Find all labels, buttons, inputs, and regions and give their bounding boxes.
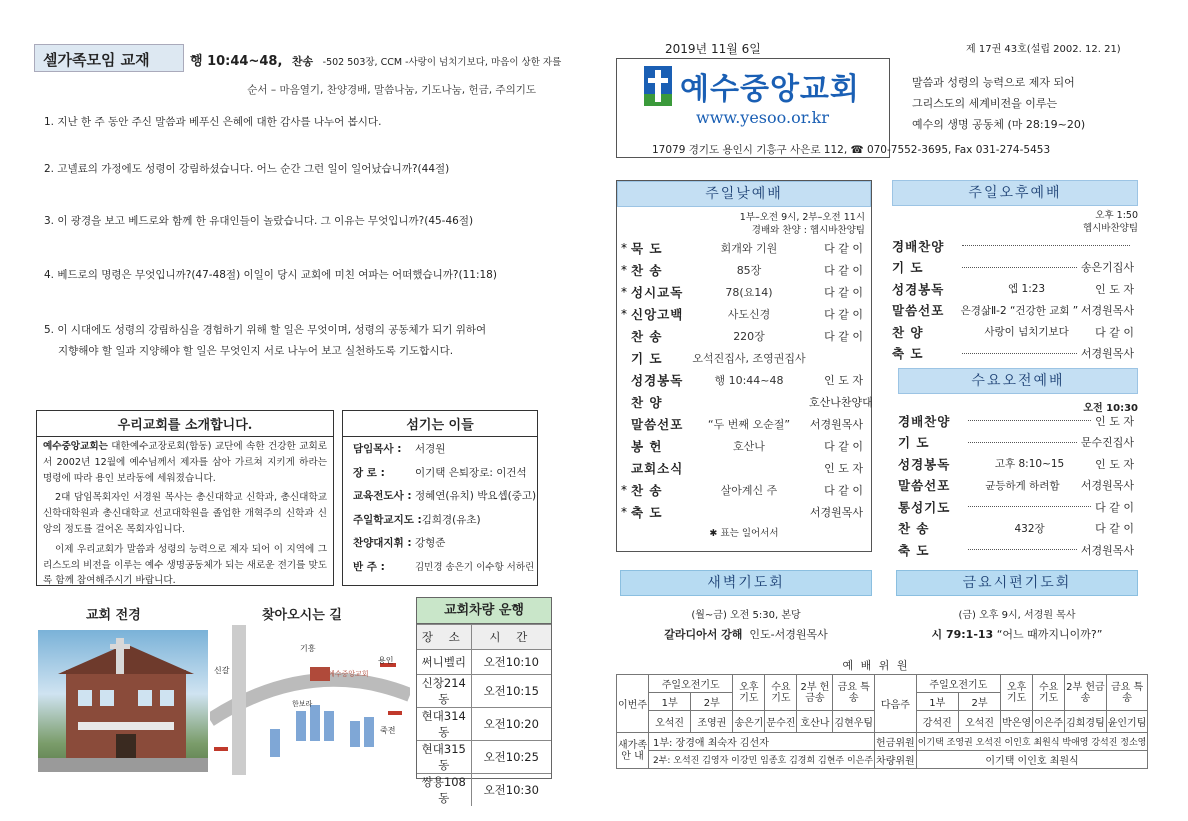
map-label: 죽전 [380,726,396,735]
committee-head: 오후 기도 [733,675,765,711]
order-label: 찬 송 [898,521,930,537]
standing-star: * [621,483,627,497]
intro-title: 우리교회를 소개합니다. [37,411,333,437]
order-label: 신앙고백 [631,307,684,322]
order-row [617,435,871,457]
order-leader: 다 같 이 [824,440,863,453]
order-leader: 인 도 자 [1095,457,1134,471]
order-leader: 인 도 자 [1095,414,1134,428]
standing-star: * [621,263,627,277]
newcomer-label: 새가족 안 내 [617,733,649,769]
order-row [898,539,1138,561]
table-row [417,741,551,774]
staff-row [343,508,537,532]
table-row [417,774,551,807]
staff-key: 교육전도사 : [353,490,412,503]
church-photo [38,630,208,772]
order-row [898,496,1138,518]
order-leader: 인 도 자 [824,462,863,475]
order-label: 경배찬양 [898,413,951,429]
order-detail: 220장 [733,330,765,343]
order-label: 기 도 [892,260,924,276]
order-leader: 서경원목사 [1080,347,1134,361]
photo-caption: 교회 전경 [86,608,141,623]
order-detail: 고후 8:10~15 [994,458,1065,471]
motto-line: 예수의 생명 공동체 (마 28:19~20) [912,118,1086,131]
order-detail: 85장 [736,264,762,277]
sunday-am-order [617,237,871,523]
order-leader: 서경원목사 [809,418,863,431]
sunday-am-info [617,207,871,237]
order-leader: 다 같 이 [1095,325,1134,339]
friday-text: “어느 때까지니이까?” [996,628,1103,641]
bus-place: 쌍용108동 [417,774,471,807]
order-label: 성경봉독 [892,281,945,297]
order-leader: 다 같 이 [1095,500,1134,514]
map-label: 기흥 [300,644,316,653]
order-leader: 다 같 이 [824,264,863,277]
sunday-pm-order [892,235,1138,364]
offering-label: 헌금위원 [875,733,917,751]
order-leader: 다 같 이 [1095,522,1134,536]
staff-row [343,555,537,579]
staff-key: 장 로 : [353,466,385,479]
committee-name: 박은영 [1001,711,1033,733]
order-label: 성시교독 [631,285,684,300]
worship-committee [616,674,1147,778]
cell-header-info [190,50,561,69]
map-label: 예수중앙교회 [328,670,369,678]
bus-place: 현대315동 [417,741,471,774]
service-times: 1부–오전 9시, 2부–오전 11시 [739,212,865,223]
order-detail: 사랑이 넘치기보다 [984,326,1069,339]
committee-sub: 2부 [691,693,733,711]
order-detail: 살아계신 주 [720,484,778,497]
committee-head: 수요 기도 [765,675,797,711]
committee-head: 2부 헌금송 [1065,675,1107,711]
committee-name: 문수진 [765,711,797,733]
order-dots [962,245,1130,246]
church-address: 17079 경기도 용인시 기흥구 사은로 112, ☎ 070-7552-3695, Fax 031-274-5453 [652,144,1051,156]
order-label: 찬 양 [892,324,924,340]
staff-key: 반 주 : [353,560,385,573]
order-row [898,453,1138,475]
sunday-am-title: 주일낮예배 [617,181,871,207]
bus-time: 오전10:30 [471,774,551,807]
committee-name: 김희경팀 [1065,711,1107,733]
pm-time: 오후 1:50 [1095,210,1138,221]
order-row [617,347,871,369]
committee-head: 수요 기도 [1033,675,1065,711]
table-row [417,708,551,741]
staff-row [343,484,537,508]
bulletin-edition: 제 17권 43호(설립 2002. 12. 21) [966,44,1121,55]
committee-sub: 1부 [916,693,958,711]
question-1: 1. 지난 한 주 동안 주신 말씀과 베푸신 은혜에 대한 감사를 나누어 봅시다. [44,116,382,128]
sunday-pm-title: 주일오후예배 [892,180,1138,206]
bus-place: 현대314동 [417,708,471,741]
table-row [417,650,551,675]
hymn-text: -502 503장, CCM -사랑이 넘치기보다, 마음이 상한 자를 [322,57,562,68]
dawn-prayer-topic [620,626,872,642]
intro-paragraph-2: 2대 담임목회자인 서경원 목사는 총신대학교 신학과, 총신대학교 신학대학원과 총신대학교 선교대학원을 졸업한 개혁주의 신학과 신앙의 정도를 걸어온 목회자입니다. [43,492,327,535]
staff-key: 주일학교지도 : [353,513,422,526]
order-leader: 인 도 자 [824,374,863,387]
order-row [898,475,1138,497]
staff-value: 강형준 [415,537,446,550]
staff-key: 찬양대지휘 : [353,537,412,550]
order-row [892,321,1138,343]
bus-table [417,624,551,806]
order-row [617,413,871,435]
order-label: 찬 송 [631,483,663,498]
order-row [617,303,871,325]
wed-order [898,410,1138,561]
wednesday-service [898,368,1138,414]
newcomer-2: 2부: 오석진 김영자 이강민 임종호 김경희 김현주 이은주 [648,751,874,769]
order-leader: 송은기집사 [1080,261,1134,275]
order-label: 찬 양 [631,395,663,410]
standing-star: * [621,505,627,519]
order-dots [968,442,1077,443]
committee-name: 조영권 [691,711,733,733]
pm-praise-team: 헵시바찬양팀 [1082,223,1138,234]
order-label: 찬 송 [631,329,663,344]
order-label: 축 도 [898,542,930,558]
intro-p1: 대한예수교장로회(합동) 교단에 속한 건강한 교회로서 2002년 12월에 예수님께서 제자를 삼아 가르쳐 지키게 하라는 명령에 따라 용인 보라동에 세워졌습니다. [43,441,327,484]
dawn-topic: 갈라디아서 강해 [664,628,743,641]
order-label: 말씀선포 [898,478,951,494]
map-label: 신갈 [214,666,230,675]
staff-row [343,437,537,461]
order-label: 묵 도 [631,241,663,256]
order-leader: 호산나찬양대 [809,396,873,409]
committee-head: 주일오전기도 [648,675,732,693]
order-label: 기 도 [631,351,663,366]
bus-schedule [416,597,552,805]
sunday-pm-service [892,180,1138,364]
standing-note: ✱ 표는 일어서서 [709,528,779,539]
bus-head-row [417,625,551,650]
order-dots [968,549,1077,550]
bus-time: 오전10:10 [471,650,551,675]
dawn-prayer-title: 새벽기도회 [620,570,872,596]
church-name: 예수중앙교회 [680,72,860,107]
order-detail: 78(요14) [725,286,773,299]
dawn-leader: 인도-서경원목사 [749,628,828,641]
order-row [617,501,871,523]
vehicle-label: 차량위원 [875,751,917,769]
bus-title: 교회차량 운행 [417,598,551,624]
question-3: 3. 이 광경을 보고 베드로와 함께 한 유대인들이 놀랐습니다. 그 이유는 무엇입니까?(45-46절) [44,215,474,227]
order-row [617,369,871,391]
staff-value: 김민경 송은기 이수항 서하린 [415,562,535,574]
standing-star: * [621,241,627,255]
staff-row [343,461,537,485]
bus-head-time: 시 간 [471,625,551,650]
church-cross-icon [644,66,672,106]
staff-value: 김희경(유초) [421,513,481,526]
order-label: 말씀선포 [631,417,684,432]
order-leader: 서경원목사 [1080,304,1134,318]
meeting-order: 순서 – 마음열기, 찬양경배, 말씀나눔, 기도나눔, 헌금, 주의기도 [247,84,536,96]
staff-title: 섬기는 이들 [343,410,537,437]
staff-value: 정혜연(유치) 박요셉(중고) [415,490,537,503]
order-row [892,257,1138,279]
order-row [617,479,871,501]
standing-star: * [621,307,627,321]
map-label: 용인 [378,656,394,665]
order-row [617,391,871,413]
bus-time: 오전10:15 [471,675,551,708]
table-row [417,675,551,708]
friday-prayer-topic [896,626,1138,642]
order-dots [962,353,1077,354]
intro-church-name: 예수중앙교회는 [43,441,108,452]
bus-time: 오전10:25 [471,741,551,774]
order-row [617,457,871,479]
order-row [617,237,871,259]
order-row [892,300,1138,322]
order-leader: 다 같 이 [824,286,863,299]
order-label: 봉 헌 [631,439,663,454]
order-leader: 인 도 자 [1095,282,1134,296]
question-2: 2. 고넬료의 가정에도 성령이 강림하셨습니다. 어느 순간 그런 일이 일어났습니까?(44절) [44,163,450,175]
question-4: 4. 베드로의 명령은 무엇입니까?(47-48절) 이일이 당시 교회에 미친 여파는 어떠했습니까?(11:18) [44,269,497,281]
map-caption: 찾아오시는 길 [262,608,342,623]
order-label: 교회소식 [631,461,684,476]
standing-star: * [621,285,627,299]
committee-name: 호산나 [797,711,833,733]
dawn-prayer-sub: (월~금) 오전 5:30, 본당 [691,610,801,621]
committee-sub: 1부 [648,693,690,711]
next-week-label: 다음주 [875,675,917,733]
staff-value: 이기택 은퇴장로: 이건석 [415,466,527,479]
committee-name: 강석진 [916,711,958,733]
committee-head: 금요 특송 [1106,675,1148,711]
order-label: 찬 송 [631,263,663,278]
this-week-label: 이번주 [617,675,649,733]
wed-title: 수요오전예배 [898,368,1138,394]
order-dots [968,506,1091,507]
friday-prayer-sub: (금) 오후 9시, 서경원 목사 [958,610,1076,621]
order-detail: “두 번째 오순절” [707,418,791,431]
order-detail: 균등하게 하려함 [985,479,1060,492]
committee-title: 예 배 위 원 [842,659,910,672]
committee-head: 주일오전기도 [916,675,1000,693]
offering-committee: 이기택 조영권 오석진 이인호 최원식 박애영 강석진 정소영 [916,733,1148,751]
order-detail: 사도신경 [727,308,771,321]
staff-list [342,410,538,586]
order-row [892,343,1138,365]
order-leader: 다 같 이 [824,330,863,343]
order-row [892,235,1138,257]
order-detail: 엡 1:23 [1008,283,1046,296]
vehicle-committee: 이기택 이인호 최원식 [916,751,1148,769]
hymn-label: 찬송 [291,55,314,68]
committee-name: 윤인기팀 [1106,711,1148,733]
committee-name: 이은주 [1033,711,1065,733]
order-leader: 다 같 이 [824,484,863,497]
bus-place: 써니벨리 [417,650,471,675]
church-intro [36,410,334,586]
order-label: 성경봉독 [898,456,951,472]
staff-row [343,531,537,555]
order-detail: 호산나 [733,440,765,453]
order-label: 통성기도 [898,499,951,515]
friday-verse: 시 79:1-13 [931,628,994,641]
order-detail: 회개와 기원 [720,242,778,255]
order-label: 기 도 [898,435,930,451]
order-detail: 432장 [1014,522,1045,535]
question-5-cont: 지향해야 할 일과 지양해야 할 일은 무엇인지 서로 나누어 보고 실천하도록 기도합시다. [58,345,454,357]
bus-time: 오전10:20 [471,708,551,741]
order-label: 경배찬양 [892,238,945,254]
order-row [898,410,1138,432]
verse: 행 10:44~48, [190,54,283,69]
committee-head: 2부 헌금송 [797,675,833,711]
order-detail: 행 10:44~48 [714,374,784,387]
order-detail: 오석진집사, 조영권집사 [692,352,806,365]
committee-head: 오후 기도 [1001,675,1033,711]
staff-key: 담임목사 : [353,443,402,456]
order-row [617,281,871,303]
order-row [892,278,1138,300]
committee-name: 오석진 [648,711,690,733]
intro-paragraph-3: 이제 우리교회가 말씀과 성령의 능력으로 제자 되어 이 지역에 그리스도의 비전을 이루는 예수 생명공동체가 되는 새로운 전기를 맞도록 함께 참여해주시기 바랍니다. [43,543,327,587]
order-label: 말씀선포 [892,303,945,319]
newcomer-1: 1부: 장경애 최숙자 김선자 [648,733,874,751]
question-5: 5. 이 시대에도 성령의 강림하심을 경험하기 위해 할 일은 무엇이며, 성령의 공동체가 되기 위하여 [44,324,487,336]
praise-team: 경배와 찬양 : 헵시바찬양팀 [751,225,865,236]
order-row [898,432,1138,454]
committee-name: 송은기 [733,711,765,733]
order-leader: 다 같 이 [824,242,863,255]
order-label: 축 도 [892,346,924,362]
church-building-image [38,630,208,772]
wed-time: 오전 10:30 [1083,403,1138,414]
committee-table [616,674,1148,769]
order-dots [968,420,1091,421]
order-detail: 은경삶Ⅱ-2 “건강한 교회 ” [960,304,1079,317]
map-label: 한보라 [292,700,313,708]
committee-name: 김현우팀 [833,711,875,733]
order-leader: 서경원목사 [809,506,863,519]
order-leader: 다 같 이 [824,308,863,321]
order-row [617,259,871,281]
order-dots [962,267,1077,268]
motto-line: 말씀과 성령의 능력으로 제자 되어 [912,76,1075,89]
order-leader: 서경원목사 [1080,543,1134,557]
order-row [898,518,1138,540]
committee-head: 금요 특송 [833,675,875,711]
committee-sub: 2부 [958,693,1000,711]
church-motto [912,72,1142,135]
sunday-am-service [616,180,872,552]
order-label: 성경봉독 [631,373,684,388]
bus-place: 신창214동 [417,675,471,708]
bulletin-date: 2019년 11월 6일 [665,42,761,56]
church-url[interactable]: www.yesoo.or.kr [696,108,830,127]
intro-paragraph-1 [37,437,333,488]
friday-prayer-title: 금요시편기도회 [896,570,1138,596]
order-row [617,325,871,347]
order-leader: 서경원목사 [1080,479,1134,493]
bus-head-place: 장 소 [417,625,471,650]
committee-name: 오석진 [958,711,1000,733]
sunday-pm-info [892,209,1138,235]
order-leader: 문수진집사 [1080,436,1134,450]
directions-map [210,625,410,775]
staff-value: 서경원 [415,443,446,456]
cell-group-title: 셀가족모임 교재 [34,44,184,72]
order-label: 축 도 [631,505,663,520]
motto-line: 그리스도의 세계비전을 이루는 [912,97,1058,110]
